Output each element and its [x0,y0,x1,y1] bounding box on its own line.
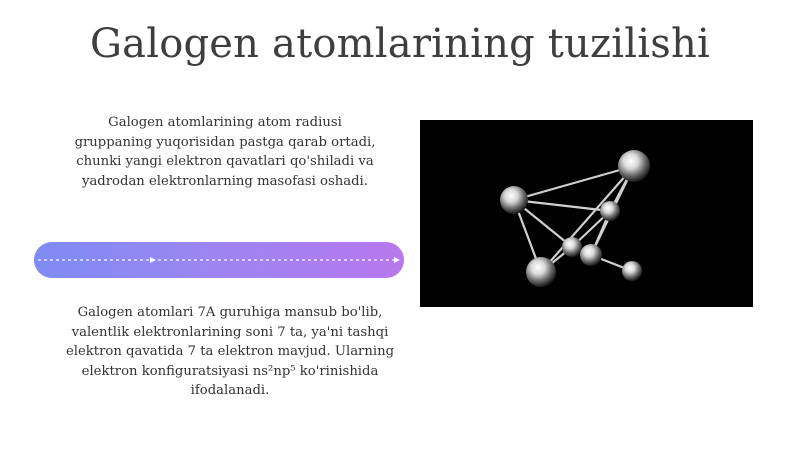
paragraph-valence-electrons: Galogen atomlari 7A guruhiga mansub bo'lib, valentlik elektronlarining soni 7 ta, ya'ni tashqi elektron qavatida 7 ta elektron mavjud. Ularning elektron konfiguratsiyasi ns²np⁵ ko'rinishida ifodalanadi. [65,305,395,398]
molecule-model-icon [420,120,753,307]
slide-title: Galogen atomlarining tuzilishi [90,21,710,67]
molecule-model-image [420,120,753,307]
decorative-divider-bar [34,242,404,278]
paragraph-atomic-radius: Galogen atomlarining atom radiusi gruppaning yuqorisidan pastga qarab ortadi, chunki yangi elektron qavatlari qo'shiladi va yadrodan elektronlarning masofasi oshadi. [74,115,376,189]
arrow-right-icon [34,242,404,278]
